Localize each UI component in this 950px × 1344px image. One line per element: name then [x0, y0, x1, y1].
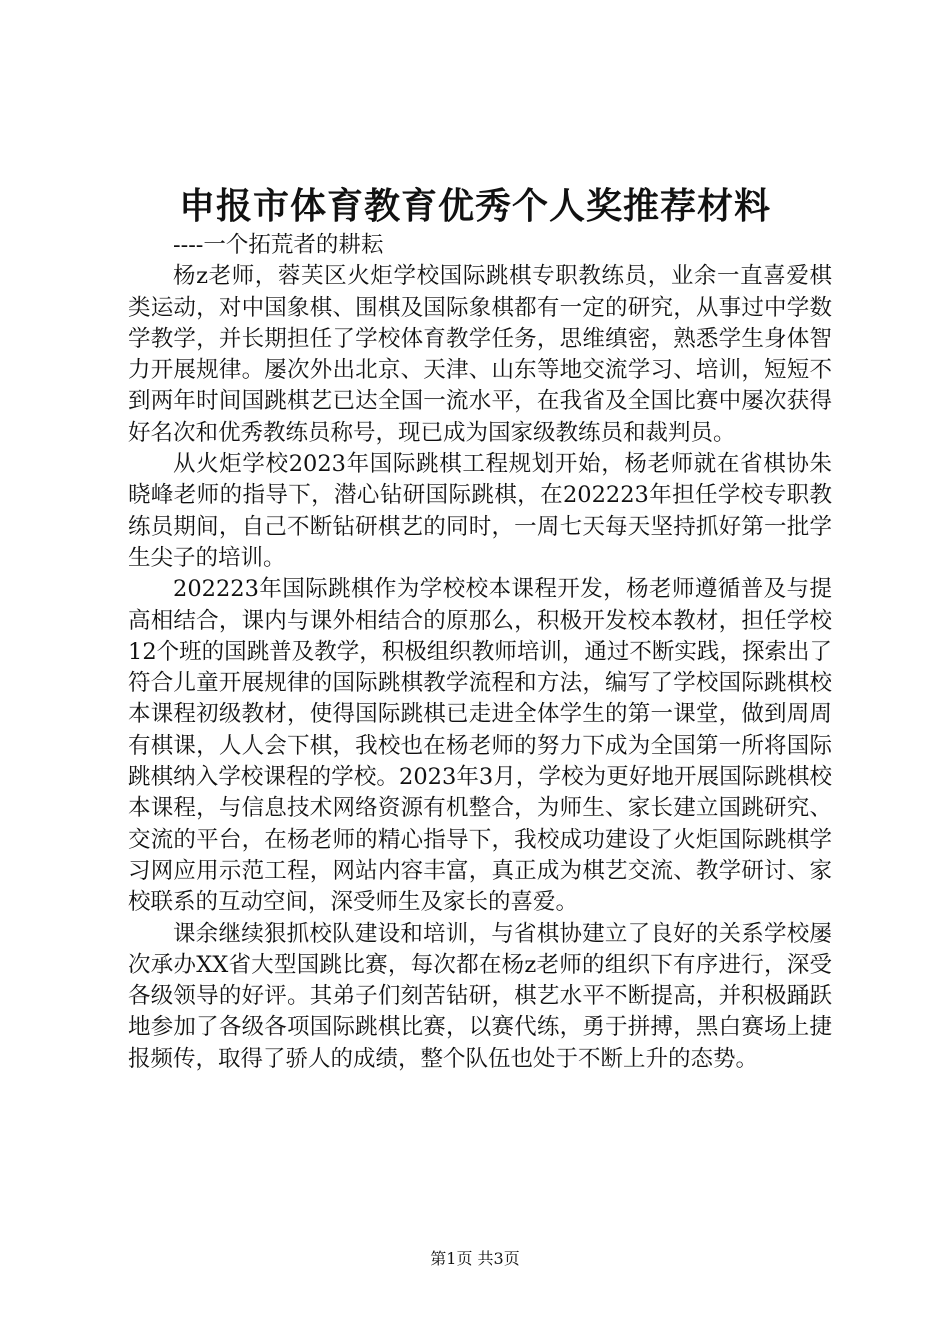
paragraph-curriculum: 202223年国际跳棋作为学校校本课程开发，杨老师遵循普及与提高相结合，课内与课外相结合的原那么，积极开发校本教材，担任学校12个班的国跳普及教学，积极组织教师培训，通过不断实践，探索出了符合儿童开展规律的国际跳棋教学流程和方法，编写了学校国际跳棋校本课程初级教材，使得国际跳棋已走进全体学生的第一课堂，做到周周有棋课，人人会下棋，我校也在杨老师的努力下成为全国第一所将国际跳棋纳入学校课程的学校。2023年3月，学校为更好地开展国际跳棋校本课程，与信息技术网络资源有机整合，为师生、家长建立国跳研究、交流的平台，在杨老师的精心指导下，我校成功建设了火炬国际跳棋学习网应用示范工程，网站内容丰富，真正成为棋艺交流、教学研讨、家校联系的互动空间，深受师生及家长的喜爱。	[128, 576, 832, 916]
document-body	[128, 230, 832, 1075]
document-title: 申报市体育教育优秀个人奖推荐材料	[178, 185, 771, 227]
page-number-footer: 第1页 共3页	[430, 1249, 520, 1268]
paragraph-intro: 杨z老师，蓉芙区火炬学校国际跳棋专职教练员，业余一直喜爱棋类运动，对中国象棋、围棋及国际象棋都有一定的研究，从事过中学数学教学，并长期担任了学校体育教学任务，思维缜密，熟悉学生身体智力开展规律。屡次外出北京、天津、山东等地交流学习、培训，短短不到两年时间国跳棋艺已达全国一流水平，在我省及全国比赛中屡次获得好名次和优秀教练员称号，现已成为国家级教练员和裁判员。	[128, 263, 832, 446]
paragraph-training: 从火炬学校2023年国际跳棋工程规划开始，杨老师就在省棋协朱晓峰老师的指导下，潜心钻研国际跳棋，在202223年担任学校专职教练员期间，自己不断钻研棋艺的同时，一周七天每天坚持抓好第一批学生尖子的培训。	[128, 451, 832, 571]
document-subtitle: ----一个拓荒者的耕耘	[173, 232, 384, 258]
paragraph-team: 课余继续狠抓校队建设和培训，与省棋协建立了良好的关系学校屡次承办XX省大型国跳比赛，每次都在杨z老师的组织下有序进行，深受各级领导的好评。其弟子们刻苦钻研，棋艺水平不断提高，并积极踊跃地参加了各级各项国际跳棋比赛，以赛代练，勇于拼搏，黑白赛场上捷报频传，取得了骄人的成绩，整个队伍也处于不断上升的态势。	[128, 920, 832, 1072]
